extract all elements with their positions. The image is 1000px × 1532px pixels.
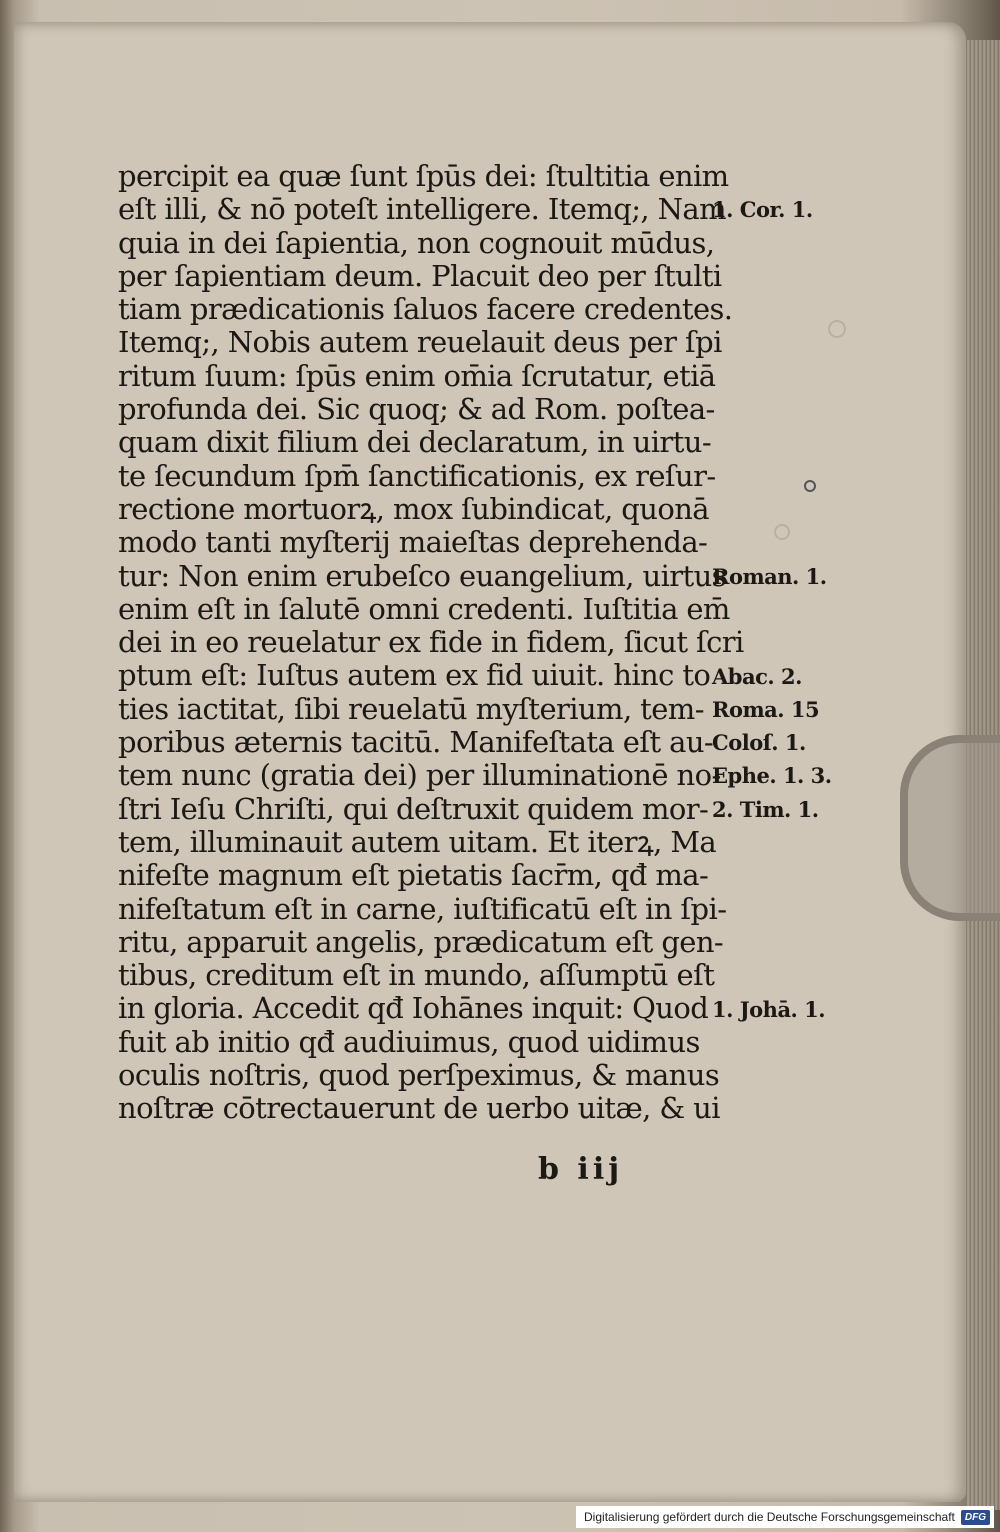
text-line: quam dixit filium dei declaratum, in uirtu- (118, 425, 712, 460)
text-line: profunda dei. Sic quoq; & ad Rom. poſtea- (118, 392, 715, 427)
footer-credit: Digitalisierung gefördert durch die Deutsche Forschungsgemeinschaft (584, 1510, 955, 1524)
marginal-note: Roman. 1. (712, 563, 827, 589)
text-line: noſtræ cōtrectauerunt de uerbo uitæ, & ui (118, 1091, 720, 1126)
text-line: nifeſte magnum eſt pietatis ſacr̄m, qđ ma- (118, 858, 709, 893)
text-line: ritum ſuum: ſpūs enim om̄ia ſcrutatur, etiā (118, 358, 716, 393)
text-line: enim eſt in ſalutē omni credenti. Iuſtitia em̄ (118, 591, 730, 626)
text-line: dei in eo reuelatur ex fide in fidem, ſicut ſcri (118, 625, 744, 660)
text-line: ties iactitat, ſibi reuelatū myſterium, tem- (118, 691, 704, 726)
text-line: rectione mortuorꝝ, mox ſubindicat, quonā (118, 491, 709, 526)
text-line: tem nunc (gratia dei) per illuminationē no- (118, 758, 721, 793)
marginal-notes (712, 0, 862, 1200)
marginal-note: 1. Johā. 1. (712, 996, 826, 1022)
text-line: tur: Non enim erubeſco euangelium, uirtus (118, 558, 726, 593)
marginal-note: Ephe. 1. 3. (712, 763, 832, 789)
text-line: fuit ab initio qđ audiuimus, quod uidimus (118, 1024, 700, 1059)
text-line: te ſecundum ſpm̄ ſanctificationis, ex reſur- (118, 458, 716, 493)
text-line: eſt illi, & nō poteſt intelligere. Itemq;, Nam (118, 192, 727, 227)
text-line: Itemq;, Nobis autem reuelauit deus per ſpi (118, 325, 722, 360)
footer-bar (576, 1506, 994, 1528)
text-line: modo tanti myſterij maieſtas deprehenda- (118, 525, 708, 560)
text-line: ritu, apparuit angelis, prædicatum eſt gen- (118, 924, 724, 959)
marginal-note: Coloſ. 1. (712, 730, 806, 756)
signature-mark: b iij (538, 1152, 624, 1187)
text-line: oculis noſtris, quod perſpeximus, & manus (118, 1058, 720, 1093)
text-line: percipit ea quæ ſunt ſpūs dei: ſtultitia enim (118, 159, 729, 193)
marginal-note: Roma. 15 (712, 696, 820, 722)
text-line: quia in dei ſapientia, non cognouit mūdus, (118, 225, 715, 260)
marginal-note: 1. Cor. 1. (712, 197, 813, 223)
text-line: nifeſtatum eſt in carne, iuſtificatū eſt in ſpi- (118, 891, 727, 926)
text-line: ptum eſt: Iuſtus autem ex fid uiuit. hinc to (118, 658, 711, 693)
text-line: tem, illuminauit autem uitam. Et iterꝝ, Ma (118, 824, 717, 859)
text-line: tibus, creditum eſt in mundo, aſſumptū eſt (118, 958, 715, 993)
book-clasp (900, 735, 1000, 921)
text-line: tiam prædicationis ſaluos facere credentes. (118, 292, 733, 327)
text-line: ſtri Ieſu Chriſti, qui deſtruxit quidem mor- (118, 791, 709, 826)
marginal-note: Abac. 2. (712, 663, 802, 689)
main-text (118, 159, 744, 1126)
marginal-note: 2. Tim. 1. (712, 796, 819, 822)
text-line: poribus æternis tacitū. Manifeſtata eſt au- (118, 725, 714, 760)
dfg-logo-icon: DFG (961, 1510, 990, 1525)
text-line: per ſapientiam deum. Placuit deo per ſtulti (118, 258, 722, 293)
text-line: in gloria. Accedit qđ Iohānes inquit: Quod (118, 991, 709, 1026)
